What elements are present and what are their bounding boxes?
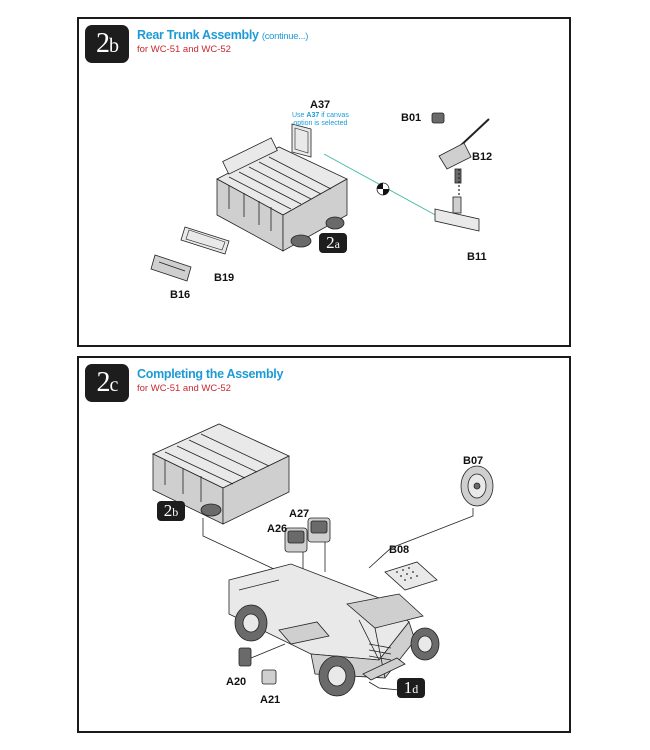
part-a37-shape — [292, 124, 311, 157]
part-label-b19: B19 — [214, 272, 235, 284]
panel-2c-completing-assembly — [77, 356, 571, 733]
note-text-post: if canvas — [319, 112, 349, 119]
spare-wheel-illustration — [369, 466, 493, 568]
part-label-b08: B08 — [389, 544, 410, 556]
vehicle-assembly-diagram — [79, 358, 569, 731]
part-label-b12: B12 — [472, 151, 493, 163]
canvas-option-note — [292, 112, 349, 128]
seat-parts-illustration — [285, 518, 330, 552]
part-label-b07: B07 — [463, 455, 484, 467]
panel-title-text: Rear Trunk Assembly — [137, 28, 259, 42]
part-label-a26: A26 — [267, 523, 288, 535]
part-label-a37: A37 — [310, 99, 331, 111]
part-b08-shape — [385, 562, 437, 590]
part-b19-shape — [181, 227, 229, 254]
note-text-line2: option is selected — [293, 120, 348, 127]
panel-subtitle: for WC-51 and WC-52 — [137, 44, 231, 55]
part-label-b16: B16 — [170, 289, 191, 301]
panel-title: Completing the Assembly — [137, 367, 284, 381]
reference-badge-2b — [157, 501, 185, 521]
ref-suffix: a — [334, 237, 340, 251]
note-part-ref: A37 — [306, 112, 320, 119]
panel-subtitle: for WC-51 and WC-52 — [137, 383, 231, 394]
rear-trunk-diagram — [79, 19, 569, 345]
step-badge-suffix: c — [109, 374, 118, 396]
machine-gun-mount-illustration — [432, 113, 489, 231]
ref-number: 2 — [326, 233, 335, 252]
panel-title-suffix: (continue...) — [261, 31, 309, 42]
step-badge-number: 2 — [96, 367, 110, 398]
part-label-b11: B11 — [467, 251, 487, 263]
note-text-pre: Use — [292, 112, 307, 119]
part-label-b01: B01 — [401, 112, 422, 124]
part-label-a21: A21 — [260, 694, 281, 706]
optional-part-icon — [377, 183, 389, 195]
ref-suffix: d — [412, 682, 419, 696]
ref-suffix: b — [172, 505, 179, 519]
step-badge-number: 2 — [96, 28, 109, 59]
ref-number: 1 — [403, 678, 413, 697]
panel-2b-rear-trunk-assembly — [77, 17, 571, 347]
ref-number: 2 — [163, 501, 173, 520]
part-b16-shape — [151, 255, 191, 281]
reference-badge-2a — [319, 233, 347, 253]
reference-badge-1d — [397, 678, 425, 698]
step-badge-suffix: b — [109, 35, 118, 57]
part-label-a27: A27 — [289, 508, 310, 520]
part-label-a20: A20 — [226, 676, 247, 688]
